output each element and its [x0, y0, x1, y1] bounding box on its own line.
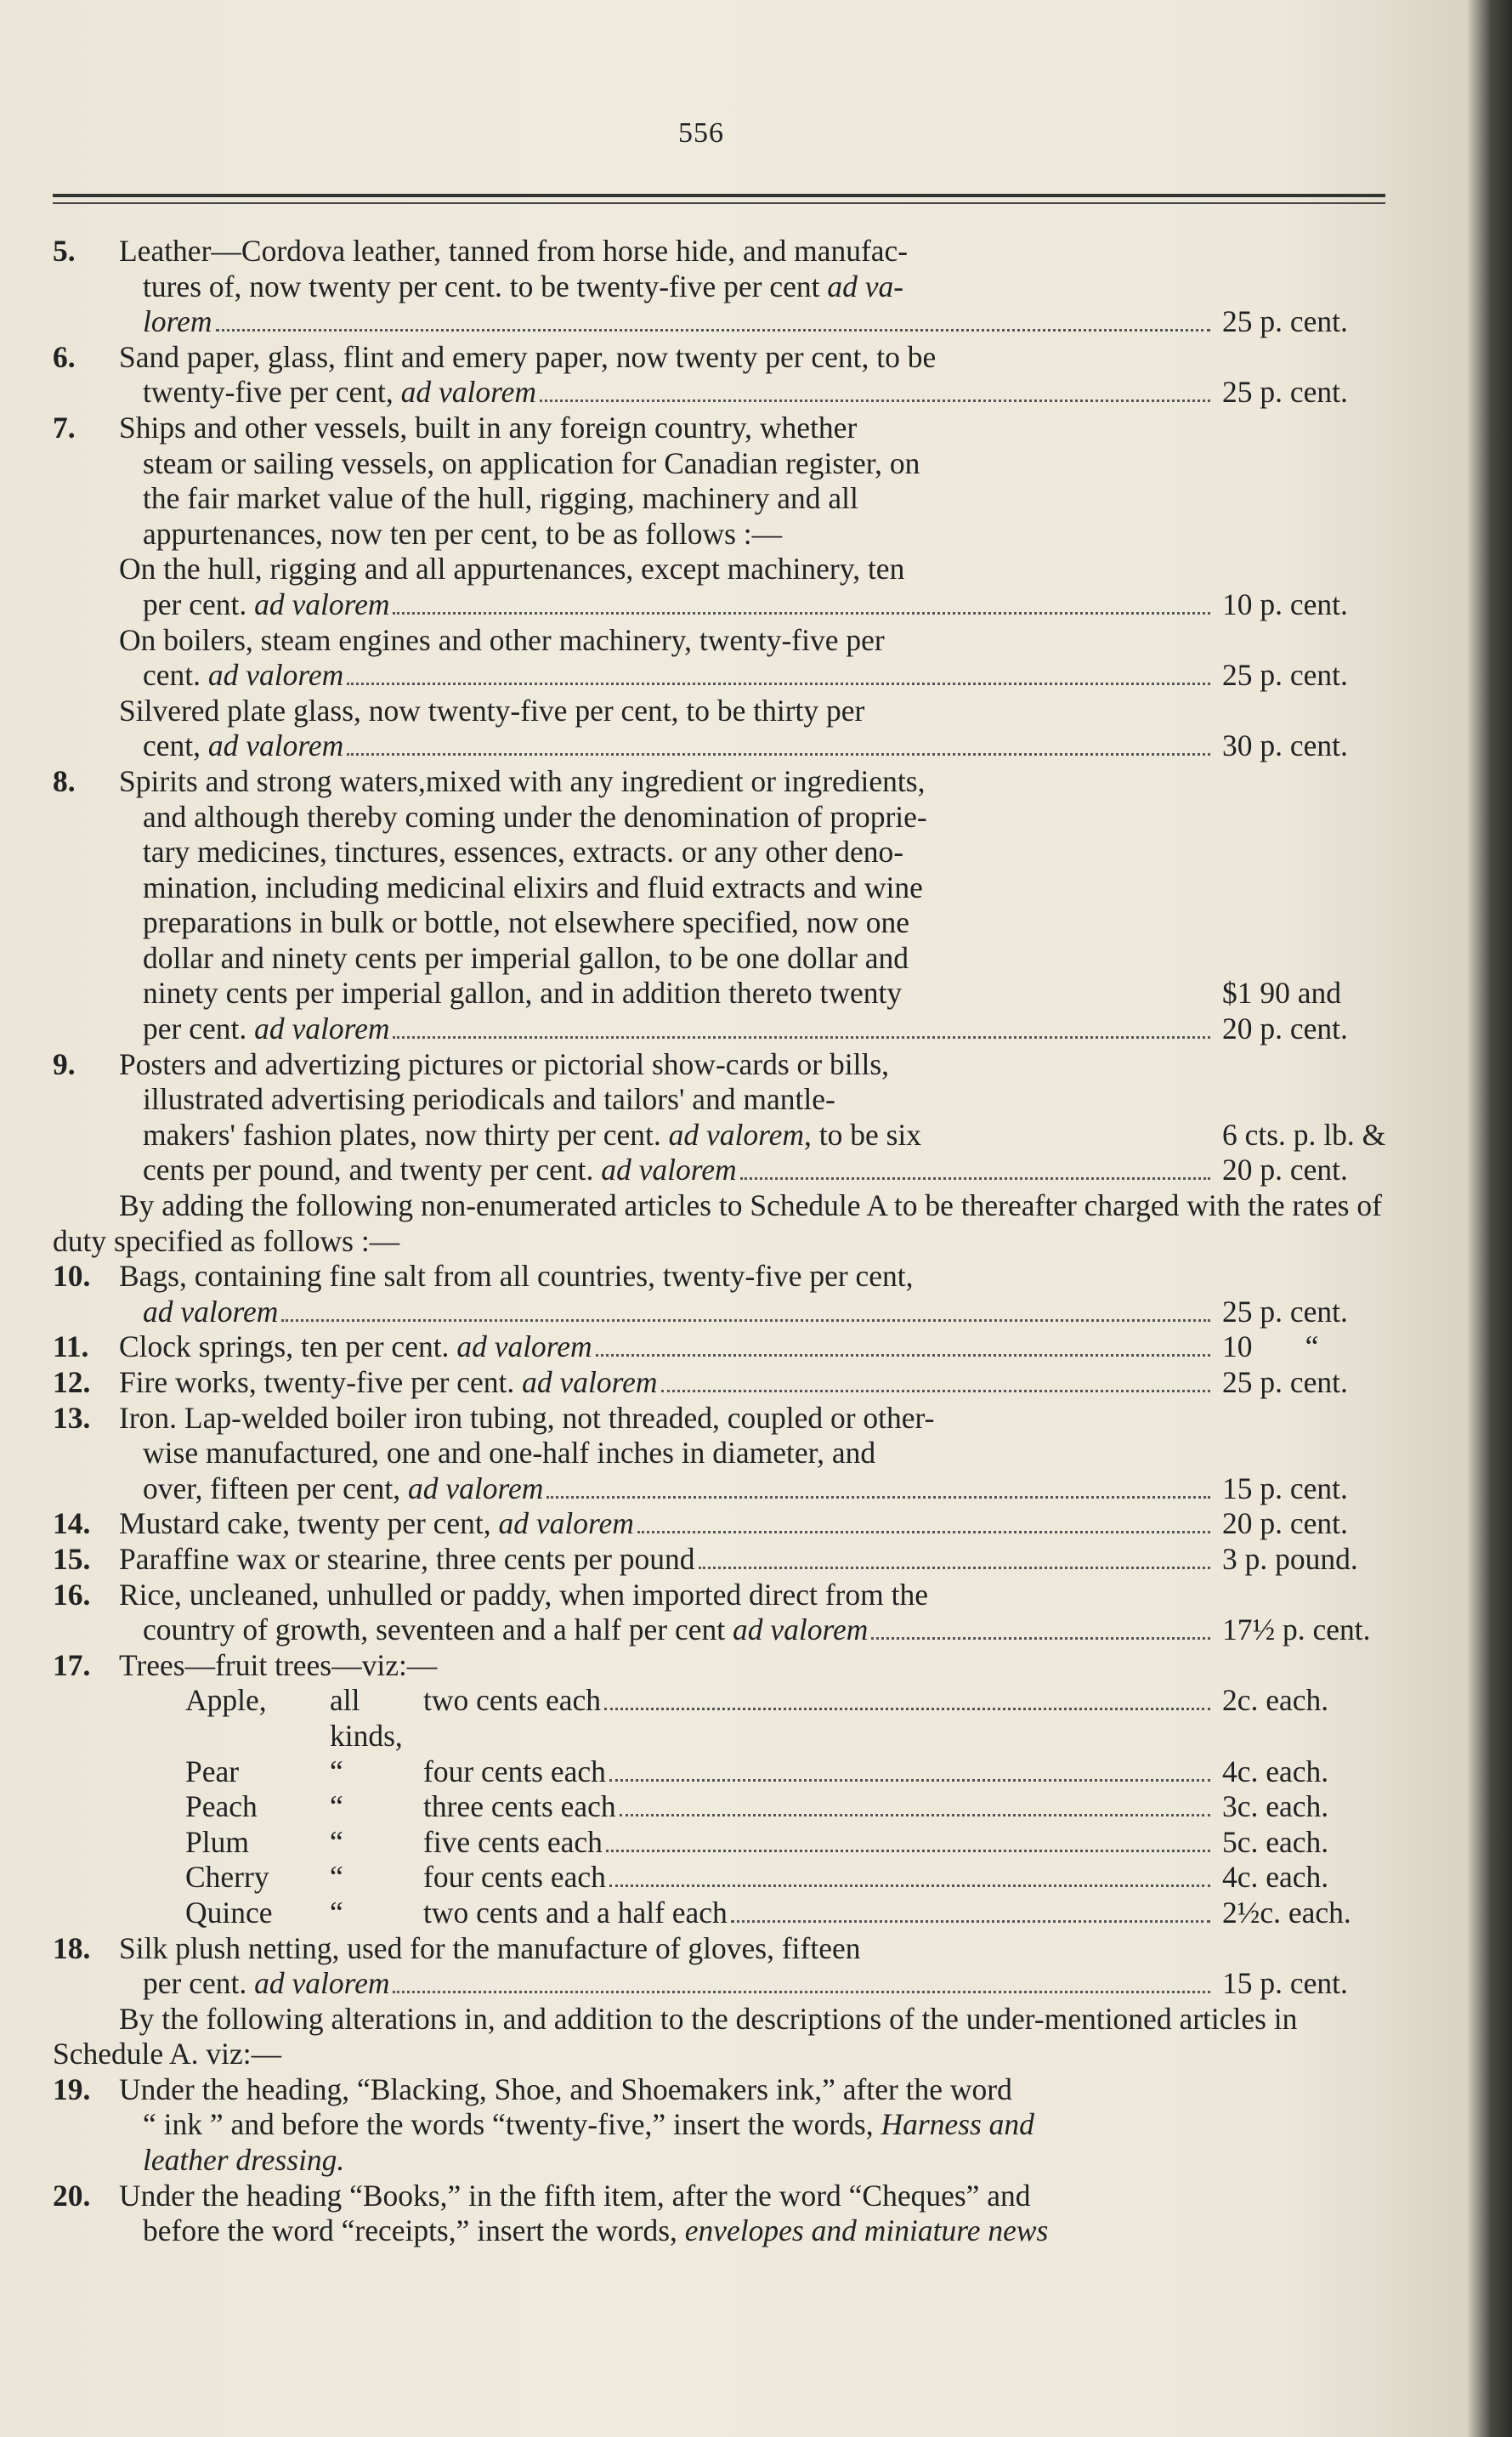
leader-text: per cent. ad valorem: [143, 1966, 390, 2001]
text-line: “ ink ” and before the words “twenty-five,” insert the words, Harness and: [143, 2107, 1034, 2142]
dot-leader: [393, 1991, 1210, 1993]
item-row: [53, 517, 1404, 553]
text-line: Spirits and strong waters,mixed with any ingredient or ingredients,: [119, 763, 926, 798]
item-text: [119, 870, 1214, 906]
item-text: [119, 1931, 1214, 1967]
duty-rate: 4c. each.: [1222, 1860, 1329, 1895]
leader-text: twenty-five per cent, ad valorem: [143, 375, 536, 410]
duty-rate: 20 p. cent.: [1222, 1506, 1348, 1541]
text-line: tary medicines, tinctures, essences, extracts. or any other deno-: [143, 835, 904, 870]
item-row: [53, 1648, 1404, 1684]
item-row: [53, 2107, 1404, 2143]
header-rule-thick: [53, 194, 1385, 197]
item-text: [119, 1365, 1214, 1401]
item-number: 10.: [53, 1259, 91, 1294]
item-row: [53, 905, 1404, 941]
item-text: [119, 1153, 1214, 1188]
item-number: 19.: [53, 2071, 91, 2106]
leader-text: ad valorem: [143, 1294, 279, 1329]
tree-desc: [423, 1754, 1214, 1790]
tree-name: Peach: [185, 1789, 258, 1824]
item-number: 5.: [53, 234, 76, 268]
dot-leader: [393, 612, 1210, 615]
tree-desc: [423, 1896, 1214, 1931]
item-text: [119, 1401, 1214, 1437]
duty-rate: 25 p. cent.: [1222, 1294, 1348, 1329]
text-line: leather dressing.: [143, 2143, 345, 2178]
item-row: [53, 587, 1404, 623]
item-text: [119, 1295, 1214, 1330]
leader-line: [423, 1789, 1214, 1825]
item-text: [119, 375, 1214, 411]
item-row: [53, 623, 1404, 659]
duty-rate: $1 90 and: [1222, 976, 1342, 1011]
duty-rate: 5c. each.: [1222, 1824, 1329, 1859]
text-line: makers' fashion plates, now thirty per cent. ad valorem, to be six: [143, 1117, 922, 1152]
tree-row: [53, 1789, 1404, 1825]
text-line: Under the heading, “Blacking, Shoe, and Shoemakers ink,” after the word: [119, 2071, 1012, 2106]
item-text: [119, 1506, 1214, 1542]
text-line: appurtenances, now ten per cent, to be as follows :—: [143, 516, 783, 551]
item-row: [53, 375, 1404, 411]
tree-desc: [423, 1825, 1214, 1861]
item-row: [53, 728, 1404, 764]
item-text: [119, 1471, 1214, 1507]
tree-name: Pear: [185, 1754, 240, 1788]
item-number: 15.: [53, 1541, 91, 1576]
leader-line: [119, 1329, 1214, 1365]
duty-rate: 3c. each.: [1222, 1789, 1329, 1824]
item-text: [119, 2143, 1214, 2179]
leader-line: [143, 1471, 1214, 1507]
text-line: Under the heading “Books,” in the fifth item, after the word “Cheques” and: [119, 2178, 1031, 2213]
item-number: 7.: [53, 410, 76, 445]
item-row: [53, 1401, 1404, 1437]
text-line: preparations in bulk or bottle, not elsewhere specified, now one: [143, 905, 910, 940]
item-number: 14.: [53, 1506, 91, 1541]
text-line: dollar and ninety cents per imperial gallon, to be one dollar and: [143, 940, 909, 975]
item-text: [119, 552, 1214, 587]
leader-text: cent, ad valorem: [143, 728, 344, 763]
duty-rate: 20 p. cent.: [1222, 1153, 1348, 1187]
item-row: [53, 481, 1404, 517]
duty-rate: 25 p. cent.: [1222, 658, 1348, 693]
item-text: [119, 764, 1214, 800]
dot-leader: [546, 1496, 1210, 1499]
leader-text: per cent. ad valorem: [143, 587, 390, 621]
text-line: Posters and advertizing pictures or pictorial show-cards or bills,: [119, 1046, 890, 1081]
leader-line: [423, 1683, 1214, 1719]
tree-row: [53, 1896, 1404, 1931]
item-row: [53, 764, 1404, 800]
leader-text: Fire works, twenty-five per cent. ad valorem: [119, 1365, 658, 1399]
item-row: [53, 1153, 1404, 1188]
text-line: steam or sailing vessels, on application for Canadian register, on: [143, 445, 920, 480]
text-line: Iron. Lap-welded boiler iron tubing, not threaded, coupled or other-: [119, 1400, 935, 1435]
item-number: 9.: [53, 1046, 76, 1081]
item-row: [53, 976, 1404, 1012]
tree-row: [53, 1860, 1404, 1896]
text-line: Sand paper, glass, flint and emery paper, now twenty per cent, to be: [119, 339, 937, 374]
item-text: [119, 1612, 1214, 1648]
item-text: [119, 587, 1214, 623]
item-row: [53, 552, 1404, 587]
leader-text: cents per pound, and twenty per cent. ad valorem: [143, 1153, 737, 1187]
dot-leader: [637, 1531, 1210, 1533]
item-row: [53, 1365, 1404, 1401]
item-row: [53, 411, 1404, 446]
item-row: [53, 1118, 1404, 1153]
leader-text: four cents each: [423, 1754, 606, 1788]
text-line: tures of, now twenty per cent. to be twenty-five per cent ad va-: [143, 269, 904, 303]
header-rule-thin: [53, 202, 1385, 204]
dot-leader: [216, 329, 1210, 332]
item-text: [119, 800, 1214, 836]
dot-leader: [604, 1708, 1210, 1710]
leader-text: lorem: [143, 304, 212, 339]
duty-rate: 25 p. cent.: [1222, 1365, 1348, 1399]
duty-rate: 10 p. cent.: [1222, 587, 1348, 621]
tree-qualifier: “: [330, 1824, 343, 1859]
tree-desc: [423, 1683, 1214, 1719]
item-number: 17.: [53, 1647, 91, 1682]
item-row: [53, 446, 1404, 482]
item-text: [119, 2107, 1214, 2143]
duty-rate: 4c. each.: [1222, 1754, 1329, 1788]
tariff-content: [53, 234, 1404, 2249]
leader-line: [143, 728, 1214, 764]
dot-leader: [731, 1920, 1210, 1923]
leader-line: [423, 1896, 1214, 1931]
dot-leader: [393, 1036, 1210, 1039]
leader-line: [119, 1365, 1214, 1401]
leader-line: [143, 1966, 1214, 2002]
leader-text: Paraffine wax or stearine, three cents per pound: [119, 1541, 695, 1576]
item-row: [53, 1578, 1404, 1613]
duty-rate: 15 p. cent.: [1222, 1471, 1348, 1505]
duty-rate: 6 cts. p. lb. &: [1222, 1117, 1386, 1152]
tree-name: Quince: [185, 1895, 273, 1930]
item-row: [53, 1966, 1404, 2002]
tree-row: [53, 1754, 1404, 1790]
item-text: [119, 728, 1214, 764]
item-row: [53, 694, 1404, 729]
item-row: [53, 1471, 1404, 1507]
leader-text: two cents each: [423, 1683, 601, 1718]
item-row: [53, 1295, 1404, 1330]
item-text: [119, 1082, 1214, 1118]
item-text: [119, 835, 1214, 870]
leader-text: cent. ad valorem: [143, 658, 344, 693]
item-row: [53, 1329, 1404, 1365]
item-row: [53, 1436, 1404, 1471]
item-text: [119, 1259, 1214, 1295]
text-line: Leather—Cordova leather, tanned from horse hide, and manufac-: [119, 234, 909, 268]
duty-rate: 30 p. cent.: [1222, 728, 1348, 763]
leader-line: [119, 1542, 1214, 1578]
item-text: [119, 2179, 1214, 2214]
item-number: 11.: [53, 1329, 89, 1364]
item-row: [53, 800, 1404, 836]
leader-text: Clock springs, ten per cent. ad valorem: [119, 1329, 592, 1364]
item-row: [53, 2072, 1404, 2108]
leader-line: [143, 1012, 1214, 1047]
tree-qualifier: “: [330, 1754, 343, 1788]
tree-row: [53, 1683, 1404, 1754]
item-text: [119, 2072, 1214, 2108]
tree-desc: [423, 1789, 1214, 1825]
tree-row: [53, 1825, 1404, 1861]
text-line: On boilers, steam engines and other machinery, twenty-five per: [119, 622, 885, 657]
item-text: [119, 1047, 1214, 1083]
item-row: [53, 1012, 1404, 1047]
item-text: [119, 411, 1214, 446]
tree-qualifier: “: [330, 1789, 343, 1824]
dot-leader: [540, 400, 1210, 402]
item-text: [119, 1578, 1214, 1613]
item-text: [119, 517, 1214, 553]
text-line: before the word “receipts,” insert the words, envelopes and miniature news: [143, 2213, 1049, 2248]
item-number: 13.: [53, 1400, 91, 1435]
item-text: [119, 1329, 1214, 1365]
item-text: [119, 304, 1214, 340]
leader-line: [143, 1295, 1214, 1330]
item-row: [53, 1259, 1404, 1295]
item-text: [119, 340, 1214, 376]
text-line: wise manufactured, one and one-half inches in diameter, and: [143, 1436, 876, 1471]
text-line: mination, including medicinal elixirs and fluid extracts and wine: [143, 870, 923, 904]
tree-name: Plum: [185, 1824, 249, 1859]
item-text: [119, 1648, 1214, 1684]
dot-leader: [347, 683, 1210, 685]
duty-rate: 25 p. cent.: [1222, 375, 1348, 410]
item-text: [119, 446, 1214, 482]
item-text: [119, 905, 1214, 941]
page-number: 556: [678, 117, 724, 149]
text-line: Rice, uncleaned, unhulled or paddy, when imported direct from the: [119, 1577, 928, 1612]
text-line: Trees—fruit trees—viz:—: [119, 1647, 438, 1682]
item-row: [53, 2179, 1404, 2214]
dot-leader: [281, 1319, 1210, 1322]
dot-leader: [347, 753, 1210, 756]
item-number: 18.: [53, 1930, 91, 1965]
leader-line: [423, 1825, 1214, 1861]
item-number: 20.: [53, 2178, 91, 2213]
leader-text: Mustard cake, twenty per cent, ad valorem: [119, 1506, 634, 1541]
text-line: Silvered plate glass, now twenty-five per cent, to be thirty per: [119, 693, 865, 728]
tree-desc: [423, 1860, 1214, 1896]
item-row: [53, 835, 1404, 870]
dot-leader: [871, 1637, 1210, 1640]
item-text: [119, 269, 1214, 305]
paragraph-intro: By the following alterations in, and addition to the descriptions of the under-mentioned articles in Schedule A. viz:—: [53, 2001, 1298, 2071]
duty-rate: 20 p. cent.: [1222, 1012, 1348, 1046]
text-line: Bags, containing fine salt from all countries, twenty-five per cent,: [119, 1259, 914, 1294]
item-row: [53, 1542, 1404, 1578]
leader-text: per cent. ad valorem: [143, 1012, 390, 1046]
item-text: [119, 1966, 1214, 2002]
item-row: [53, 658, 1404, 694]
item-row: [53, 2213, 1404, 2249]
leader-text: country of growth, seventeen and a half per cent ad valorem: [143, 1612, 869, 1647]
text-line: Ships and other vessels, built in any foreign country, whether: [119, 410, 858, 445]
duty-rate: 2½c. each.: [1222, 1895, 1351, 1930]
text-line: Silk plush netting, used for the manufacture of gloves, fifteen: [119, 1930, 861, 1965]
dot-leader: [699, 1567, 1210, 1569]
dot-leader: [596, 1354, 1210, 1357]
item-row: [53, 1612, 1404, 1648]
item-number: 6.: [53, 339, 76, 374]
item-text: [119, 976, 1214, 1012]
item-row: [53, 870, 1404, 906]
item-row: [53, 941, 1404, 977]
item-row: [53, 234, 1404, 269]
tree-name: Apple,: [185, 1683, 267, 1718]
item-row: [53, 1931, 1404, 1967]
duty-rate: 2c. each.: [1222, 1683, 1329, 1718]
item-text: [119, 1542, 1214, 1578]
paragraph-intro: By adding the following non-enumerated articles to Schedule A to be thereafter charged with the rates of duty specified as follows :—: [53, 1188, 1382, 1258]
dot-leader: [609, 1779, 1210, 1782]
dot-leader: [606, 1850, 1210, 1852]
item-number: 12.: [53, 1365, 91, 1399]
item-text: [119, 1118, 1214, 1153]
item-text: [119, 2213, 1214, 2249]
leader-line: [143, 375, 1214, 411]
leader-text: five cents each: [423, 1824, 603, 1859]
leader-text: two cents and a half each: [423, 1895, 728, 1930]
leader-line: [143, 1612, 1214, 1648]
leader-line: [143, 304, 1214, 340]
item-row: [53, 340, 1404, 376]
tree-qualifier: “: [330, 1860, 343, 1895]
item-row: [53, 1506, 1404, 1542]
text-line: ninety cents per imperial gallon, and in addition thereto twenty: [143, 976, 903, 1011]
duty-rate: 25 p. cent.: [1222, 304, 1348, 339]
duty-rate: 10 “: [1222, 1329, 1319, 1364]
item-text: [119, 658, 1214, 694]
duty-rate: 3 p. pound.: [1222, 1541, 1358, 1576]
text-line: On the hull, rigging and all appurtenances, except machinery, ten: [119, 552, 905, 587]
leader-line: [143, 658, 1214, 694]
duty-rate: 15 p. cent.: [1222, 1966, 1348, 2001]
leader-line: [119, 1506, 1214, 1542]
item-row: [53, 269, 1404, 305]
item-row: [53, 1082, 1404, 1118]
dot-leader: [620, 1814, 1210, 1816]
item-text: [119, 1436, 1214, 1471]
item-row: [53, 1047, 1404, 1083]
dot-leader: [740, 1177, 1210, 1180]
item-row: [53, 2143, 1404, 2179]
duty-rate: 17½ p. cent.: [1222, 1612, 1371, 1647]
item-text: [119, 623, 1214, 659]
leader-line: [423, 1754, 1214, 1790]
text-line: the fair market value of the hull, rigging, machinery and all: [143, 481, 858, 516]
item-text: [119, 694, 1214, 729]
text-line: and although thereby coming under the denomination of proprie-: [143, 799, 927, 834]
dot-leader: [661, 1390, 1210, 1392]
item-text: [119, 941, 1214, 977]
item-text: [119, 234, 1214, 269]
item-row: [53, 304, 1404, 340]
leader-line: [143, 1153, 1214, 1188]
item-number: 16.: [53, 1577, 91, 1612]
item-text: [119, 1012, 1214, 1047]
item-text: [119, 481, 1214, 517]
tree-name: Cherry: [185, 1860, 269, 1895]
leader-line: [423, 1860, 1214, 1896]
text-line: illustrated advertising periodicals and tailors' and mantle-: [143, 1082, 835, 1117]
dot-leader: [609, 1884, 1210, 1887]
item-number: 8.: [53, 763, 76, 798]
leader-line: [143, 587, 1214, 623]
leader-text: three cents each: [423, 1789, 616, 1824]
tree-qualifier: “: [330, 1895, 343, 1930]
leader-text: over, fifteen per cent, ad valorem: [143, 1471, 544, 1505]
leader-text: four cents each: [423, 1860, 606, 1895]
tree-qualifier: all kinds,: [330, 1683, 403, 1753]
